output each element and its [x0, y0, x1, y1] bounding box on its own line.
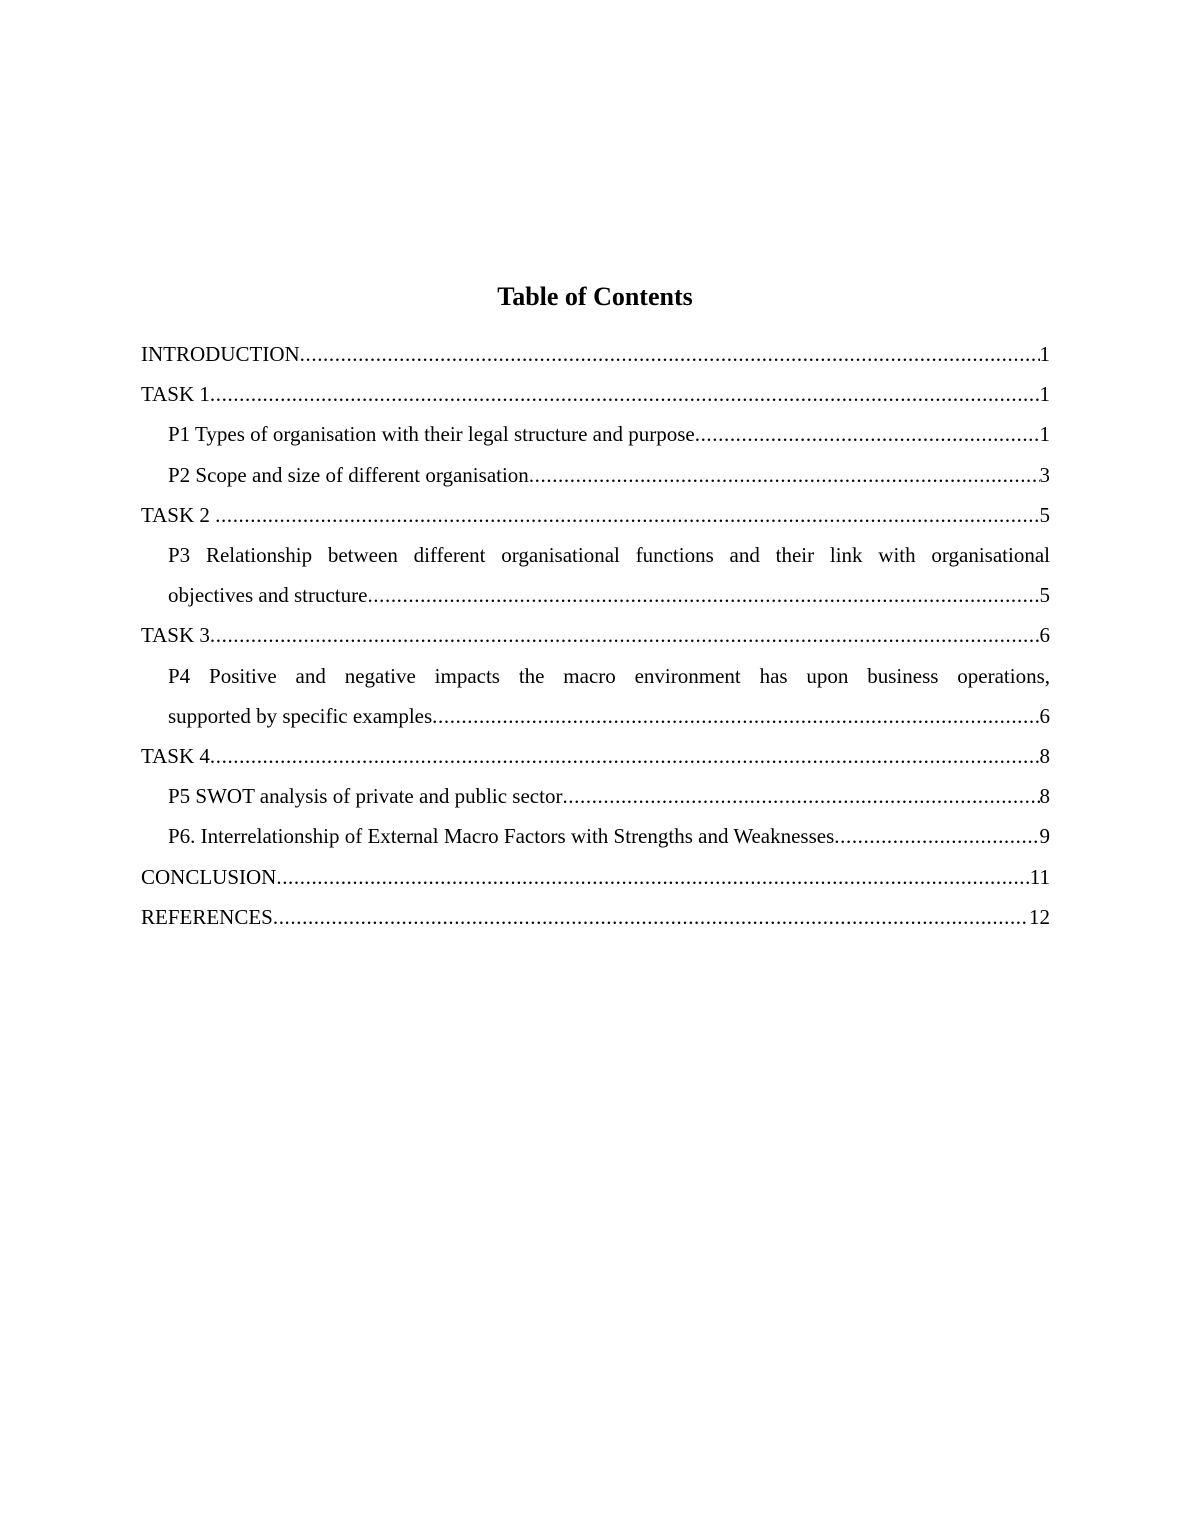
toc-leader-dots	[210, 374, 1040, 414]
toc-entry-label-line2: supported by specific examples	[168, 703, 433, 728]
toc-entry-label: P5 SWOT analysis of private and public sector	[168, 784, 563, 809]
toc-leader-dots	[695, 414, 1040, 454]
toc-page-number: 3	[1039, 462, 1050, 487]
toc-entry-p4[interactable]	[141, 656, 1050, 736]
toc-entry-p3[interactable]	[141, 535, 1050, 615]
toc-leader-dots	[562, 776, 1039, 816]
toc-entry-line2	[168, 696, 1050, 736]
toc-leader-dots	[432, 696, 1039, 736]
toc-entry-label-line2: objectives and structure	[168, 583, 368, 608]
toc-page-number: 5	[1039, 502, 1050, 527]
toc-page-number: 12	[1029, 904, 1050, 929]
toc-entry-label: REFERENCES	[141, 904, 273, 929]
toc-page-number: 6	[1039, 703, 1050, 728]
toc-page-number: 5	[1039, 583, 1050, 608]
toc-entry-label: TASK 3	[141, 623, 210, 648]
toc-title: Table of Contents	[497, 282, 693, 311]
toc-entry-task-2[interactable]	[141, 495, 1050, 535]
toc-page-number: 9	[1039, 824, 1050, 849]
toc-entry-label: TASK 2	[141, 502, 216, 527]
toc-entry-label: INTRODUCTION	[141, 342, 300, 366]
toc-entry-references[interactable]	[141, 897, 1050, 937]
toc-entry-line2	[168, 575, 1050, 615]
toc-entry-label: TASK 1	[141, 382, 210, 407]
toc-page-number: 8	[1039, 784, 1050, 809]
toc-entry-introduction[interactable]	[141, 334, 1050, 374]
toc-leader-dots	[367, 575, 1039, 615]
toc-leader-dots	[273, 897, 1029, 937]
toc-entry-label: CONCLUSION	[141, 864, 277, 889]
toc-entry-label: TASK 4	[141, 744, 210, 769]
toc-entry-label-line1: P3 Relationship between different organisational functions and their link with organisational	[168, 543, 1050, 568]
toc-page-number: 1	[1039, 342, 1050, 366]
toc-entry-task-3[interactable]	[141, 615, 1050, 655]
toc-leader-dots	[210, 736, 1040, 776]
toc-leader-dots	[276, 857, 1029, 897]
toc-entry-label: P6. Interrelationship of External Macro Factors with Strengths and Weaknesses	[168, 824, 835, 849]
toc-page-number: 1	[1039, 382, 1050, 407]
toc-page-number: 1	[1039, 422, 1050, 447]
toc-list	[141, 334, 1050, 937]
toc-entry-label: P2 Scope and size of different organisation	[168, 462, 529, 487]
toc-page-number: 8	[1039, 744, 1050, 769]
toc-leader-dots	[529, 455, 1040, 495]
toc-entry-conclusion[interactable]	[141, 857, 1050, 897]
toc-entry-p1[interactable]	[141, 414, 1050, 454]
toc-entry-task-4[interactable]	[141, 736, 1050, 776]
toc-entry-p5[interactable]	[141, 776, 1050, 816]
toc-entry-label-line1: P4 Positive and negative impacts the macro environment has upon business operations,	[168, 663, 1050, 688]
toc-entry-p6[interactable]	[141, 816, 1050, 856]
toc-entry-p2[interactable]	[141, 455, 1050, 495]
toc-entry-task-1[interactable]	[141, 374, 1050, 414]
toc-leader-dots	[210, 615, 1040, 655]
toc-leader-dots	[215, 495, 1039, 535]
toc-page-number: 6	[1039, 623, 1050, 648]
toc-entry-label: P1 Types of organisation with their legal structure and purpose	[168, 422, 695, 447]
toc-leader-dots	[300, 334, 1040, 374]
toc-page-number: 11	[1029, 864, 1050, 889]
toc-leader-dots	[834, 816, 1039, 856]
